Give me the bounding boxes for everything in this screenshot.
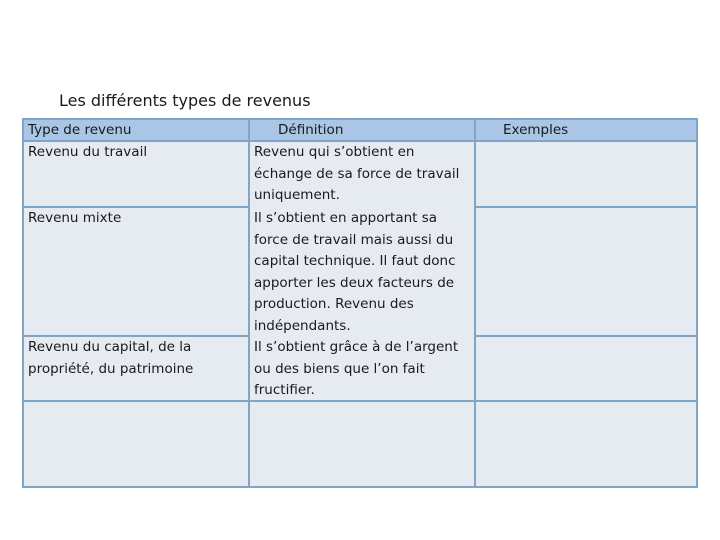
- page-title: Les différents types de revenus: [59, 91, 311, 110]
- row-2-definition: Il s’obtient en apportant sa force de travail mais aussi du capital technique. Il faut donc apporter les deux facteurs de production. Revenu des indépendants.: [254, 210, 456, 334]
- row-2-type: Revenu mixte: [28, 210, 122, 226]
- row-3-definition: Il s’obtient grâce à de l’argent ou des biens que l’on fait fructifier.: [254, 339, 459, 398]
- row-4-examples: [476, 402, 696, 486]
- row-3-examples: [476, 337, 696, 400]
- row-4-definition: [250, 402, 474, 486]
- row-1-examples: [476, 142, 696, 206]
- revenue-types-table: [22, 118, 698, 488]
- row-1-type: Revenu du travail: [28, 144, 148, 160]
- header-examples: Exemples: [503, 122, 569, 138]
- row-2-examples: [476, 208, 696, 335]
- header-definition: Définition: [278, 122, 344, 138]
- row-4-type: [24, 402, 248, 486]
- row-1-definition: Revenu qui s’obtient en échange de sa force de travail uniquement.: [254, 144, 460, 203]
- header-type: Type de revenu: [28, 122, 132, 138]
- row-3-type: Revenu du capital, de la propriété, du patrimoine: [28, 339, 194, 377]
